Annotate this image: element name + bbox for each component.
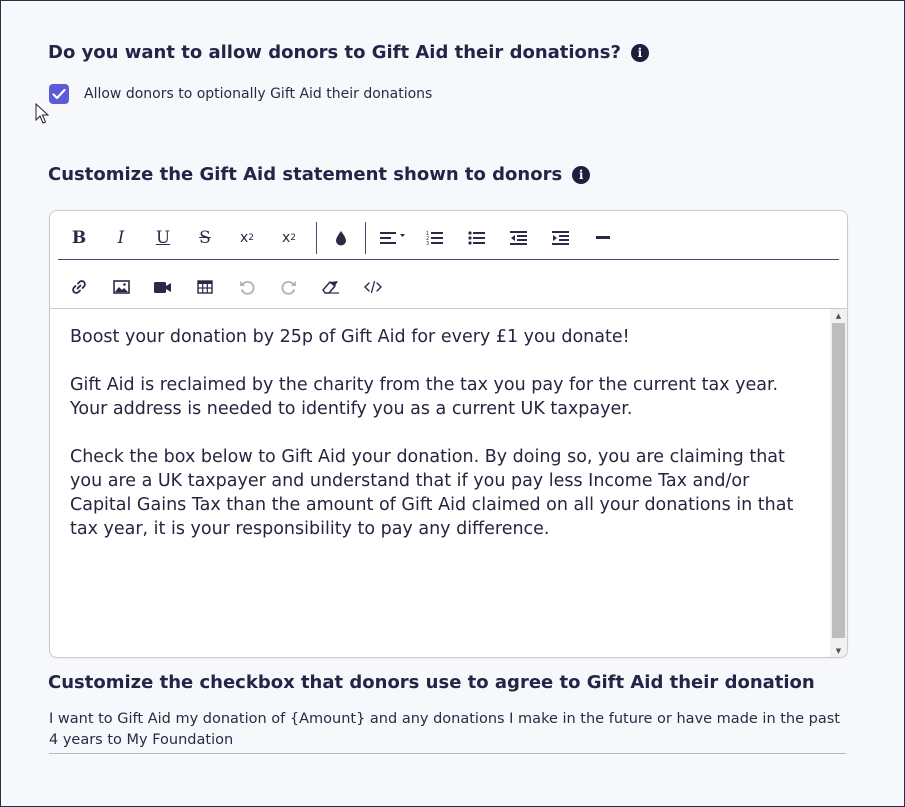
- allow-gift-aid-row[interactable]: [49, 84, 432, 104]
- agree-field-underline: [49, 753, 846, 754]
- statement-paragraph: Boost your donation by 25p of Gift Aid for every £1 you donate!: [70, 327, 630, 347]
- outdent-button[interactable]: [498, 221, 540, 255]
- underline-button[interactable]: U: [155, 228, 171, 248]
- link-button[interactable]: [58, 270, 100, 304]
- horizontal-rule-button[interactable]: [582, 221, 624, 255]
- statement-paragraph: Gift Aid is reclaimed by the charity from the tax you pay for the current tax year. Your address is needed to identify you as a current UK taxpayer.: [70, 375, 779, 419]
- table-button[interactable]: [184, 270, 226, 304]
- link-icon: [71, 279, 87, 295]
- scroll-up-arrow-icon[interactable]: ▲: [835, 312, 842, 320]
- table-icon: [197, 280, 213, 294]
- statement-title: Customize the Gift Aid statement shown to donors: [48, 164, 563, 185]
- italic-button[interactable]: I: [117, 228, 125, 248]
- scroll-thumb[interactable]: [832, 323, 845, 638]
- text-color-button[interactable]: [323, 221, 359, 255]
- checkmark-icon: [52, 88, 66, 100]
- statement-paragraph: Check the box below to Gift Aid your donation. By doing so, you are claiming that you are a UK taxpayer and understand that if you pay less Income Tax and/or Capital Gains Tax than the amount of Gift Aid claimed on all your donations in that tax year, it is your responsibility to pay any difference.: [70, 447, 794, 539]
- code-view-button[interactable]: [352, 270, 394, 304]
- video-button[interactable]: [142, 270, 184, 304]
- align-left-icon: [380, 230, 406, 246]
- undo-icon: [239, 279, 255, 295]
- superscript-button[interactable]: x 2: [281, 230, 297, 246]
- editor-scrollbar[interactable]: [830, 309, 847, 658]
- outdent-icon: [510, 230, 528, 246]
- clear-format-button[interactable]: [310, 270, 352, 304]
- droplet-icon: [335, 230, 347, 246]
- toolbar-separator: [316, 222, 317, 254]
- toolbar-row-formatting: [58, 218, 624, 258]
- ordered-list-button[interactable]: [414, 221, 456, 255]
- agree-checkbox-text-field[interactable]: I want to Gift Aid my donation of {Amount} and any donations I make in the future or have made in the past 4 years to My Foundation: [49, 711, 840, 748]
- indent-button[interactable]: [540, 221, 582, 255]
- svg-text:2: 2: [426, 236, 430, 242]
- toolbar-row-insert: [58, 267, 394, 307]
- agree-checkbox-heading: [48, 672, 815, 693]
- image-icon: [113, 280, 130, 294]
- undo-button[interactable]: [226, 270, 268, 304]
- horizontal-rule-icon: [596, 236, 610, 240]
- agree-checkbox-title: Customize the checkbox that donors use to agree to Gift Aid their donation: [48, 672, 815, 693]
- statement-heading: [48, 164, 590, 185]
- gift-aid-question-title: Do you want to allow donors to Gift Aid their donations?: [48, 42, 621, 63]
- svg-text:3: 3: [426, 241, 430, 246]
- info-icon[interactable]: i: [572, 166, 590, 184]
- unordered-list-icon: [468, 230, 486, 246]
- redo-button[interactable]: [268, 270, 310, 304]
- video-icon: [154, 281, 172, 294]
- info-icon[interactable]: i: [631, 44, 649, 62]
- eraser-icon: [322, 280, 340, 294]
- editor-content-area[interactable]: [50, 308, 847, 658]
- allow-gift-aid-label[interactable]: Allow donors to optionally Gift Aid their donations: [84, 86, 433, 102]
- align-dropdown[interactable]: [372, 221, 414, 255]
- svg-text:1: 1: [426, 231, 430, 237]
- gift-aid-question-heading: [48, 42, 649, 63]
- statement-text[interactable]: [70, 325, 810, 565]
- scroll-down-arrow-icon[interactable]: ▼: [835, 647, 842, 655]
- ordered-list-icon: [426, 230, 444, 246]
- indent-icon: [552, 230, 570, 246]
- allow-gift-aid-checkbox[interactable]: [49, 84, 69, 104]
- strikethrough-button[interactable]: S: [199, 228, 211, 248]
- mouse-pointer-icon: [35, 103, 49, 125]
- toolbar-divider: [58, 259, 839, 260]
- image-button[interactable]: [100, 270, 142, 304]
- code-icon: [364, 280, 382, 294]
- toolbar-separator: [365, 222, 366, 254]
- bold-button[interactable]: B: [71, 228, 87, 248]
- subscript-button[interactable]: x 2: [239, 230, 255, 246]
- redo-icon: [281, 279, 297, 295]
- rich-text-editor[interactable]: [49, 210, 848, 658]
- unordered-list-button[interactable]: [456, 221, 498, 255]
